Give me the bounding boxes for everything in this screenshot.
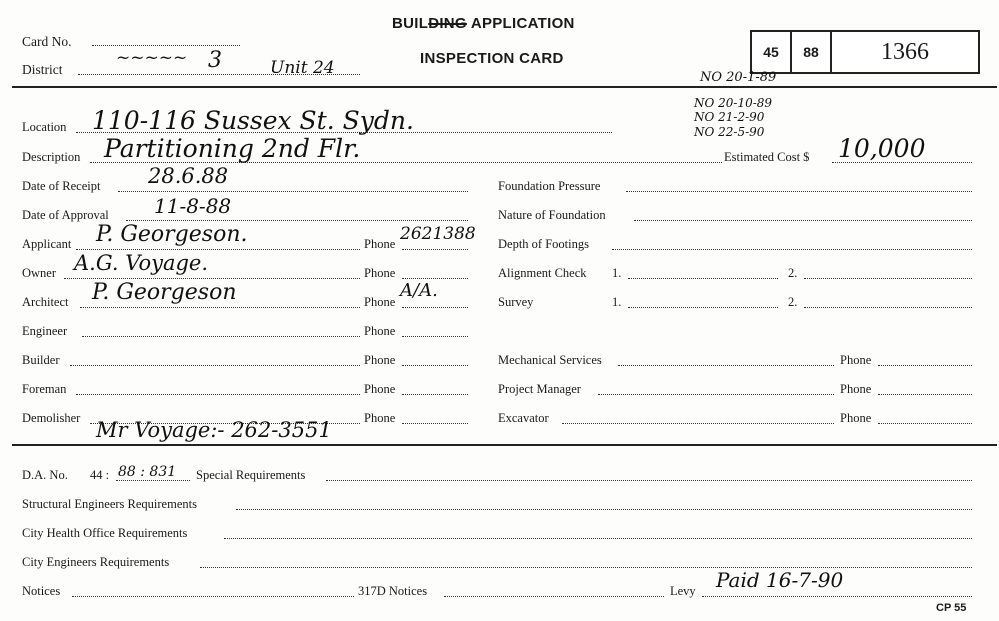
survey-num-2: 2. <box>788 295 798 309</box>
owner-phone-line <box>402 278 468 279</box>
code-2: 88 <box>803 44 819 60</box>
owner-phone-label: Phone <box>364 266 396 280</box>
project-manager-phone-line <box>878 394 972 395</box>
special-requirements-line <box>326 480 972 481</box>
structural-requirements-label: Structural Engineers Requirements <box>22 497 197 511</box>
project-manager-phone-label: Phone <box>840 382 872 396</box>
engineer-label: Engineer <box>22 324 68 338</box>
architect-value: P. Georgeson <box>92 280 237 305</box>
mechanical-services-line <box>618 365 834 366</box>
date-of-receipt-value: 28.6.88 <box>148 164 229 188</box>
date-of-receipt-label: Date of Receipt <box>22 179 101 193</box>
foreman-label: Foreman <box>22 382 67 396</box>
notice-date-4: NO 22-5-90 <box>694 125 765 139</box>
architect-phone-value: A/A. <box>400 280 438 301</box>
builder-line <box>70 365 360 366</box>
date-of-approval-value: 11-8-88 <box>154 194 232 218</box>
architect-label: Architect <box>22 295 69 309</box>
top-rule <box>12 86 997 88</box>
project-manager-label: Project Manager <box>498 382 581 396</box>
notice-date-2: NO 20-10-89 <box>694 96 773 110</box>
survey-line-1 <box>628 307 778 308</box>
alignment-check-num-1: 1. <box>612 266 622 280</box>
survey-line-2 <box>804 307 972 308</box>
foreman-phone-line <box>402 394 468 395</box>
builder-label: Builder <box>22 353 60 367</box>
title-struck: DING <box>428 15 467 32</box>
city-engineers-requirements-line <box>200 567 972 568</box>
applicant-value: P. Georgeson. <box>96 222 248 247</box>
notice-date-1: NO 20-1-89 <box>700 70 777 85</box>
architect-line <box>80 307 360 308</box>
demolisher-phone-line <box>402 423 468 424</box>
card-title-line2: INSPECTION CARD <box>420 50 564 67</box>
district-label: District <box>22 62 63 77</box>
city-engineers-requirements-label: City Engineers Requirements <box>22 555 170 569</box>
da-no-prefix: 44 : <box>90 468 110 482</box>
mechanical-services-phone-line <box>878 365 972 366</box>
code-1: 45 <box>763 44 779 60</box>
contact-note: Mr Voyage:- 262-3551 <box>96 418 332 442</box>
card-no-label: Card No. <box>22 34 72 49</box>
levy-line <box>702 596 972 597</box>
nature-of-foundation-label: Nature of Foundation <box>498 208 606 222</box>
owner-line <box>64 278 360 279</box>
levy-value: Paid 16-7-90 <box>716 568 844 592</box>
excavator-phone-line <box>878 423 972 424</box>
engineer-phone-label: Phone <box>364 324 396 338</box>
notices-317d-label: 317D Notices <box>358 584 428 598</box>
survey-label: Survey <box>498 295 534 309</box>
estimated-cost-label: Estimated Cost $ <box>724 150 810 164</box>
builder-phone-label: Phone <box>364 353 396 367</box>
form-code: CP 55 <box>936 602 967 614</box>
district-struck-scribble: ~~~~~ <box>116 48 188 68</box>
mechanical-services-label: Mechanical Services <box>498 353 602 367</box>
da-no-line <box>116 480 190 481</box>
estimated-cost-value: 10,000 <box>838 134 926 163</box>
date-of-receipt-line <box>118 191 468 192</box>
card-code-box <box>750 30 980 74</box>
applicant-phone-label: Phone <box>364 237 396 251</box>
district-value: 3 <box>208 48 222 73</box>
survey-num-1: 1. <box>612 295 622 309</box>
excavator-label: Excavator <box>498 411 549 425</box>
da-no-value: 88 : 831 <box>118 464 177 480</box>
builder-phone-line <box>402 365 468 366</box>
applicant-line <box>76 249 360 250</box>
city-health-requirements-line <box>224 538 972 539</box>
structural-requirements-line <box>236 509 972 510</box>
foreman-phone-label: Phone <box>364 382 396 396</box>
alignment-check-line-2 <box>804 278 972 279</box>
alignment-check-line-1 <box>628 278 778 279</box>
date-of-approval-line <box>126 220 468 221</box>
foreman-line <box>76 394 360 395</box>
notices-line <box>72 596 354 597</box>
notices-label: Notices <box>22 584 61 598</box>
engineer-line <box>82 336 360 337</box>
applicant-phone-value: 2621388 <box>400 224 476 244</box>
applicant-label: Applicant <box>22 237 72 251</box>
card-title-line1 <box>392 15 575 32</box>
foundation-pressure-line <box>626 191 972 192</box>
mechanical-services-phone-label: Phone <box>840 353 872 367</box>
description-value: Partitioning 2nd Flr. <box>104 134 361 163</box>
card-no-line <box>92 45 240 46</box>
alignment-check-num-2: 2. <box>788 266 798 280</box>
middle-rule <box>12 444 997 446</box>
applicant-phone-line <box>402 249 468 250</box>
city-health-requirements-label: City Health Office Requirements <box>22 526 188 540</box>
district-note: Unit 24 <box>270 58 335 78</box>
card-number: 1366 <box>881 38 929 65</box>
description-label: Description <box>22 150 81 164</box>
depth-of-footings-label: Depth of Footings <box>498 237 589 251</box>
depth-of-footings-line <box>612 249 972 250</box>
owner-label: Owner <box>22 266 57 280</box>
project-manager-line <box>598 394 834 395</box>
engineer-phone-line <box>402 336 468 337</box>
demolisher-label: Demolisher <box>22 411 81 425</box>
da-no-label: D.A. No. <box>22 468 68 482</box>
special-requirements-label: Special Requirements <box>196 468 306 482</box>
owner-value: A.G. Voyage. <box>74 251 209 275</box>
excavator-line <box>562 423 834 424</box>
excavator-phone-label: Phone <box>840 411 872 425</box>
notices-317d-line <box>444 596 664 597</box>
demolisher-phone-label: Phone <box>364 411 396 425</box>
location-value: 110-116 Sussex St. Sydn. <box>92 106 414 135</box>
alignment-check-label: Alignment Check <box>498 266 587 280</box>
title-suffix: APPLICATION <box>466 15 575 32</box>
notice-date-3: NO 21-2-90 <box>694 110 765 124</box>
levy-label: Levy <box>670 584 696 598</box>
location-label: Location <box>22 120 67 134</box>
date-of-approval-label: Date of Approval <box>22 208 109 222</box>
nature-of-foundation-line <box>634 220 972 221</box>
architect-phone-label: Phone <box>364 295 396 309</box>
title-prefix: BUIL <box>392 15 429 32</box>
foundation-pressure-label: Foundation Pressure <box>498 179 601 193</box>
architect-phone-line <box>402 307 468 308</box>
